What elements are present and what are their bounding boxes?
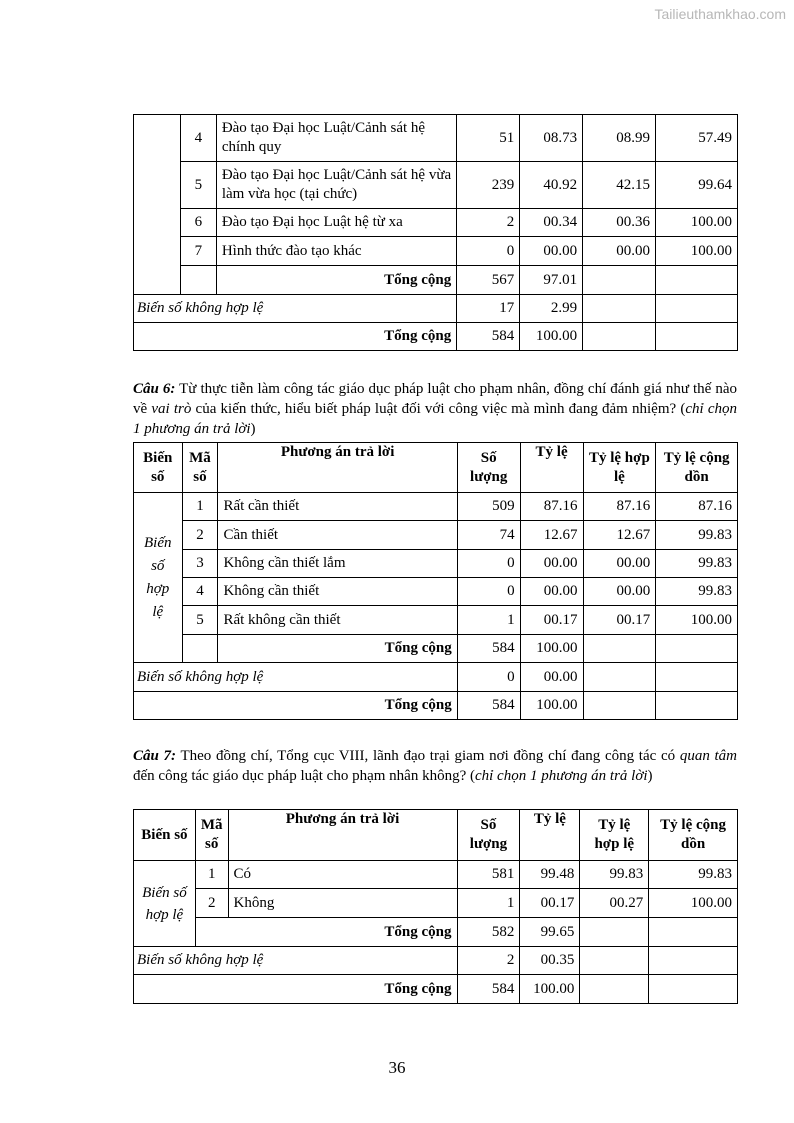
count-cell: 584 xyxy=(457,975,520,1004)
question-label: Câu 6: xyxy=(133,381,176,397)
total-row xyxy=(134,692,738,720)
count-cell: 2 xyxy=(457,947,520,975)
pct-cell: 00.00 xyxy=(520,237,583,266)
valid-pct-cell: 00.17 xyxy=(583,606,656,635)
invalid-label: Biến số không hợp lệ xyxy=(134,947,458,975)
count-cell: 584 xyxy=(457,692,520,720)
valid-pct-cell: 99.83 xyxy=(580,861,649,889)
table-row xyxy=(134,606,738,635)
cum-pct-cell: 99.83 xyxy=(656,550,738,578)
count-cell: 0 xyxy=(457,578,520,606)
count-cell: 509 xyxy=(457,493,520,521)
count-cell: 1 xyxy=(457,889,520,918)
table-row xyxy=(134,162,738,209)
cum-pct-cell: 99.83 xyxy=(656,578,738,606)
question-6: Câu 6: Từ thực tiễn làm công tác giáo dục pháp luật cho phạm nhân, đồng chí đánh giá như thế nào về vai trò của kiến thức, hiểu biết pháp luật đối với công việc mà mình đang đảm nhiệm? (chỉ chọn 1 phương án trả lời) xyxy=(133,381,738,437)
pct-cell: 100.00 xyxy=(520,635,583,663)
answer-cell: Hình thức đào tạo khác xyxy=(216,237,456,266)
pct-cell: 99.65 xyxy=(520,918,580,947)
cum-pct-cell: 99.83 xyxy=(656,521,738,550)
invalid-row xyxy=(134,663,738,692)
count-cell: 0 xyxy=(457,663,520,692)
answer-cell: Có xyxy=(228,861,457,889)
answer-cell: Không xyxy=(228,889,457,918)
count-cell: 17 xyxy=(457,295,520,323)
count-cell: 239 xyxy=(457,162,520,209)
valid-group-label: Biến số hợp lệ xyxy=(134,493,183,663)
pct-cell: 00.00 xyxy=(520,550,583,578)
count-cell: 1 xyxy=(457,606,520,635)
code-cell: 3 xyxy=(182,550,218,578)
valid-pct-cell: 08.99 xyxy=(583,115,656,162)
invalid-label: Biến số không hợp lệ xyxy=(134,295,457,323)
count-cell: 2 xyxy=(457,209,520,237)
table-row xyxy=(134,209,738,237)
invalid-label: Biến số không hợp lệ xyxy=(134,663,458,692)
pct-cell: 12.67 xyxy=(520,521,583,550)
code-cell: 2 xyxy=(195,889,228,918)
valid-pct-cell: 00.27 xyxy=(580,889,649,918)
valid-pct-cell: 87.16 xyxy=(583,493,656,521)
table-q6 xyxy=(133,442,738,720)
cum-pct-cell: 87.16 xyxy=(656,493,738,521)
valid-group-label: Biến số hợp lệ xyxy=(134,861,196,947)
variable-cell xyxy=(134,115,181,295)
answer-cell: Đào tạo Đại học Luật/Cảnh sát hệ vừa làm vừa học (tại chức) xyxy=(216,162,456,209)
table-row xyxy=(134,550,738,578)
table-row xyxy=(134,578,738,606)
count-cell: 582 xyxy=(457,918,520,947)
header-valid-pct: Tỷ lệ hợp lệ xyxy=(580,810,649,861)
total-row xyxy=(134,975,738,1004)
count-cell: 0 xyxy=(457,237,520,266)
pct-cell: 08.73 xyxy=(520,115,583,162)
pct-cell: 97.01 xyxy=(520,266,583,295)
valid-pct-cell: 00.36 xyxy=(583,209,656,237)
table-row xyxy=(134,889,738,918)
question-label: Câu 7: xyxy=(133,748,177,764)
answer-cell: Rất không cần thiết xyxy=(218,606,457,635)
count-cell: 74 xyxy=(457,521,520,550)
question-7: Câu 7: Theo đồng chí, Tổng cục VIII, lãnh đạo trại giam nơi đồng chí đang công tác có quan tâm đến công tác giáo dục pháp luật cho phạm nhân không? (chỉ chọn 1 phương án trả lời) xyxy=(133,748,737,784)
header-cum-pct: Tỷ lệ cộng dồn xyxy=(656,443,738,493)
count-cell: 584 xyxy=(457,323,520,351)
header-variable: Biến số xyxy=(134,810,196,861)
cum-pct-cell: 99.83 xyxy=(649,861,738,889)
cum-pct-cell: 100.00 xyxy=(656,606,738,635)
code-cell: 1 xyxy=(182,493,218,521)
pct-cell: 00.35 xyxy=(520,947,580,975)
valid-pct-cell: 42.15 xyxy=(583,162,656,209)
header-row xyxy=(134,443,738,493)
header-valid-pct: Tỷ lệ hợp lệ xyxy=(583,443,656,493)
code-cell: 6 xyxy=(180,209,216,237)
count-cell: 0 xyxy=(457,550,520,578)
subtotal-label: Tổng cộng xyxy=(195,918,457,947)
code-cell: 4 xyxy=(182,578,218,606)
total-label: Tổng cộng xyxy=(134,692,458,720)
header-answer: Phương án trả lời xyxy=(228,810,457,861)
code-cell: 4 xyxy=(180,115,216,162)
table-row xyxy=(134,115,738,162)
cum-pct-cell: 57.49 xyxy=(656,115,738,162)
answer-cell: Không cần thiết xyxy=(218,578,457,606)
table-row xyxy=(134,521,738,550)
total-label: Tổng cộng xyxy=(134,323,457,351)
count-cell: 584 xyxy=(457,635,520,663)
answer-cell: Không cần thiết lắm xyxy=(218,550,457,578)
code-cell: 1 xyxy=(195,861,228,889)
code-cell: 2 xyxy=(182,521,218,550)
subtotal-row xyxy=(134,266,738,295)
code-cell: 5 xyxy=(182,606,218,635)
table-row xyxy=(134,861,738,889)
count-cell: 567 xyxy=(457,266,520,295)
table-q7 xyxy=(133,809,738,1004)
subtotal-row xyxy=(134,918,738,947)
header-answer: Phương án trả lời xyxy=(218,443,457,493)
pct-cell: 100.00 xyxy=(520,323,583,351)
count-cell: 581 xyxy=(457,861,520,889)
header-count: Số lượng xyxy=(457,810,520,861)
cum-pct-cell: 99.64 xyxy=(656,162,738,209)
pct-cell: 40.92 xyxy=(520,162,583,209)
pct-cell: 00.00 xyxy=(520,663,583,692)
header-pct: Tỷ lệ xyxy=(520,810,580,861)
header-code: Mã số xyxy=(195,810,228,861)
header-pct: Tỷ lệ xyxy=(520,443,583,493)
count-cell: 51 xyxy=(457,115,520,162)
header-row xyxy=(134,810,738,861)
header-code: Mã số xyxy=(182,443,218,493)
table-row xyxy=(134,493,738,521)
pct-cell: 00.17 xyxy=(520,606,583,635)
code-cell: 7 xyxy=(180,237,216,266)
pct-cell: 100.00 xyxy=(520,975,580,1004)
watermark: Tailieuthamkhao.com xyxy=(654,6,786,22)
cum-pct-cell: 100.00 xyxy=(656,237,738,266)
pct-cell: 2.99 xyxy=(520,295,583,323)
header-cum-pct: Tỷ lệ cộng dồn xyxy=(649,810,738,861)
invalid-row xyxy=(134,295,738,323)
table-row xyxy=(134,237,738,266)
page-number: 36 xyxy=(388,1058,406,1077)
invalid-row xyxy=(134,947,738,975)
valid-pct-cell: 00.00 xyxy=(583,550,656,578)
answer-cell: Rất cần thiết xyxy=(218,493,457,521)
table-q5-continued xyxy=(133,114,738,351)
answer-cell: Đào tạo Đại học Luật hệ từ xa xyxy=(216,209,456,237)
header-variable: Biến số xyxy=(134,443,183,493)
pct-cell: 99.48 xyxy=(520,861,580,889)
pct-cell: 87.16 xyxy=(520,493,583,521)
header-count: Số lượng xyxy=(457,443,520,493)
cum-pct-cell: 100.00 xyxy=(656,209,738,237)
total-label: Tổng cộng xyxy=(134,975,458,1004)
pct-cell: 00.17 xyxy=(520,889,580,918)
valid-pct-cell: 12.67 xyxy=(583,521,656,550)
pct-cell: 00.34 xyxy=(520,209,583,237)
valid-pct-cell: 00.00 xyxy=(583,237,656,266)
subtotal-row xyxy=(134,635,738,663)
pct-cell: 00.00 xyxy=(520,578,583,606)
subtotal-label: Tổng cộng xyxy=(218,635,457,663)
pct-cell: 100.00 xyxy=(520,692,583,720)
cum-pct-cell: 100.00 xyxy=(649,889,738,918)
answer-cell: Đào tạo Đại học Luật/Cảnh sát hệ chính quy xyxy=(216,115,456,162)
valid-pct-cell: 00.00 xyxy=(583,578,656,606)
answer-cell: Cần thiết xyxy=(218,521,457,550)
code-cell: 5 xyxy=(180,162,216,209)
total-row xyxy=(134,323,738,351)
subtotal-label: Tổng cộng xyxy=(216,266,456,295)
